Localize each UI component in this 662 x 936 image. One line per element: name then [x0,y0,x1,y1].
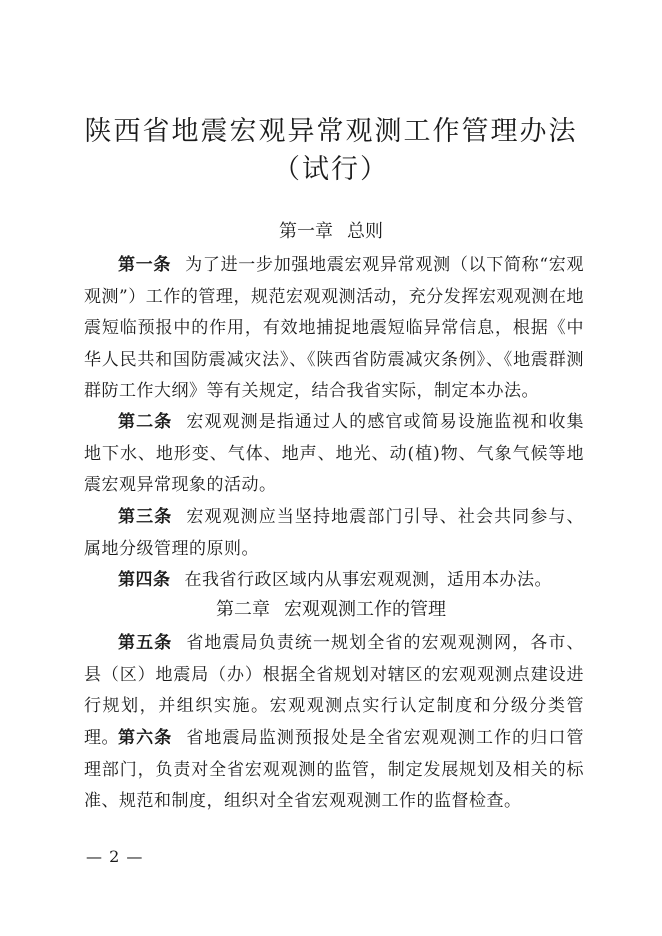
article-label: 第六条 [118,728,173,748]
chapter-name: 总则 [347,221,383,242]
article-text: 为了进一步加强地震宏观异常观测（以下简称“宏观观测”）工作的管理，规范宏观观测活动，充分发挥宏观观测在地震短临预报中的作用，有效地捕捉地震短临异常信息，根据《中华人民共和国防震减灾法》、《陕西省防震减灾条例》、《地震群测群防工作大纲》等有关规定，结合我省实际，制定本办法。 [84,255,584,401]
article-text: 宏观观测应当坚持地震部门引导、社会共同参与、属地分级管理的原则。 [84,507,584,559]
chapter-number: 第一章 [279,221,333,242]
chapter-number: 第二章 [216,599,270,620]
article-label: 第三条 [118,507,173,527]
article-text: 省地震局监测预报处是全省宏观观测工作的归口管理部门，负责对全省宏观观测的监管，制定发展规划及相关的标准、规范和制度，组织对全省宏观观测工作的监督检查。 [84,728,584,811]
chapter-name: 宏观观测工作的管理 [284,599,446,620]
article-text: 在我省行政区域内从事宏观观测，适用本办法。 [184,570,552,590]
article-label: 第五条 [118,633,173,653]
article-label: 第一条 [118,255,172,275]
document-title: 陕西省地震宏观异常观测工作管理办法 [84,116,578,147]
article-text: 省地震局负责统一规划全省的宏观观测网，各市、县（区）地震局（办）根据全省规划对辖区的宏观观测点建设进行规划，并组织实施。宏观观测点实行认定制度和分级分类管理。 [84,633,584,748]
article-1 [84,250,584,408]
article-3 [84,502,584,565]
article-label: 第二条 [118,412,173,432]
article-2 [84,407,584,502]
article-6 [84,723,584,818]
chapter-heading-1 [0,219,662,245]
article-4 [84,565,584,597]
document-subtitle: （试行） [273,154,389,185]
page-number: — 2 — [86,847,144,866]
chapter-heading-2 [0,597,662,623]
article-text: 宏观观测是指通过人的感官或简易设施监视和收集地下水、地形变、气体、地声、地光、动(植)物、气象气候等地震宏观异常现象的活动。 [84,412,584,495]
article-label: 第四条 [118,570,171,590]
